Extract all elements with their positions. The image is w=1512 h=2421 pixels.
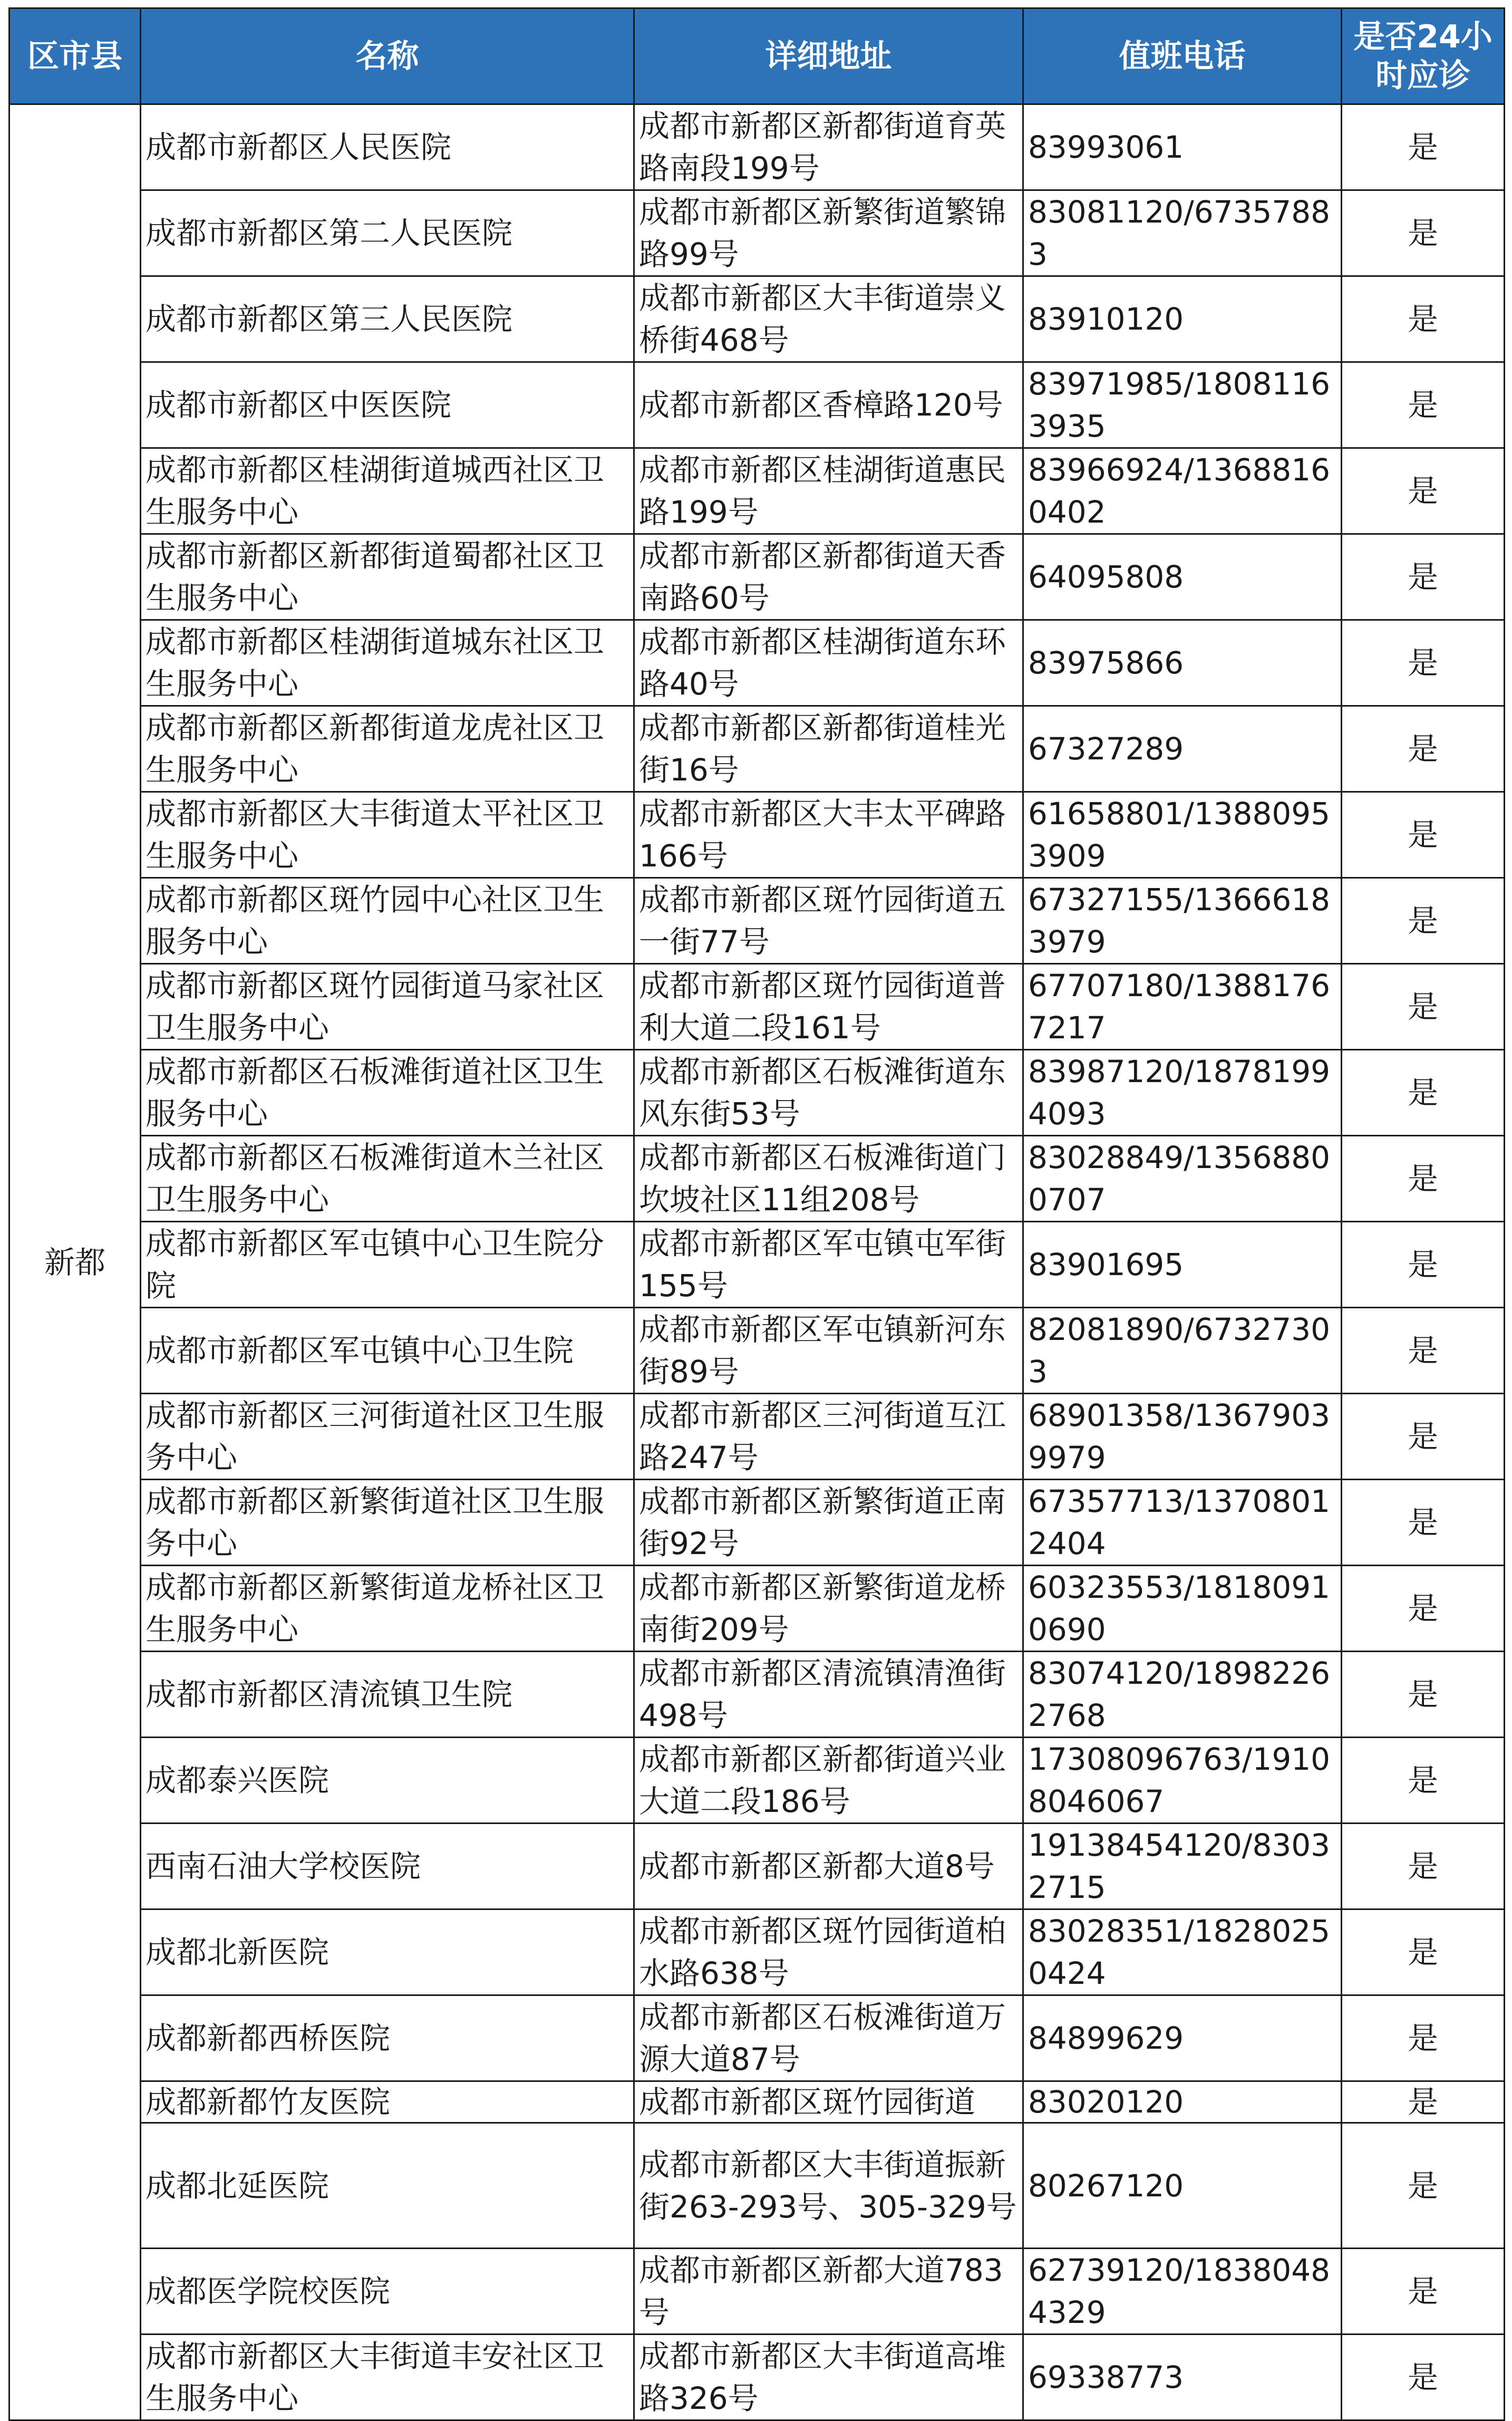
address-cell: 成都市新都区军屯镇屯军街155号 (634, 1222, 1023, 1308)
open-24h-cell: 是 (1342, 1652, 1505, 1738)
phone-cell: 17308096763/19108046067 (1023, 1738, 1342, 1824)
table-row (9, 1050, 1505, 1136)
header-phone: 值班电话 (1023, 8, 1342, 104)
address-cell: 成都市新都区军屯镇新河东街89号 (634, 1308, 1023, 1394)
open-24h-cell: 是 (1342, 2081, 1505, 2123)
table-row (9, 1308, 1505, 1394)
phone-cell: 83910120 (1023, 276, 1342, 362)
facility-name-cell: 成都市新都区新繁街道龙桥社区卫生服务中心 (141, 1566, 634, 1652)
phone-cell: 67357713/13708012404 (1023, 1480, 1342, 1566)
table-row (9, 792, 1505, 878)
table-row (9, 1738, 1505, 1824)
phone-cell: 83901695 (1023, 1222, 1342, 1308)
phone-cell: 67327289 (1023, 706, 1342, 792)
facility-name-cell: 成都市新都区石板滩街道社区卫生服务中心 (141, 1050, 634, 1136)
header-name: 名称 (141, 8, 634, 104)
table-row (9, 448, 1505, 534)
open-24h-cell: 是 (1342, 2335, 1505, 2420)
district-cell: 新都 (9, 104, 141, 2420)
open-24h-cell: 是 (1342, 190, 1505, 276)
open-24h-cell: 是 (1342, 1824, 1505, 1909)
table-row (9, 104, 1505, 190)
phone-cell: 83074120/18982262768 (1023, 1652, 1342, 1738)
phone-cell: 83971985/18081163935 (1023, 362, 1342, 448)
open-24h-cell: 是 (1342, 448, 1505, 534)
open-24h-cell: 是 (1342, 964, 1505, 1050)
phone-cell: 83081120/67357883 (1023, 190, 1342, 276)
phone-cell: 82081890/67327303 (1023, 1308, 1342, 1394)
open-24h-cell: 是 (1342, 1738, 1505, 1824)
phone-cell: 61658801/13880953909 (1023, 792, 1342, 878)
phone-cell: 83975866 (1023, 620, 1342, 706)
table-row (9, 2123, 1505, 2249)
phone-cell: 83020120 (1023, 2081, 1342, 2123)
open-24h-cell: 是 (1342, 1394, 1505, 1480)
phone-cell: 67327155/13666183979 (1023, 878, 1342, 964)
phone-cell: 64095808 (1023, 534, 1342, 620)
facility-name-cell: 成都市新都区军屯镇中心卫生院分院 (141, 1222, 634, 1308)
address-cell: 成都市新都区大丰街道崇义桥街468号 (634, 276, 1023, 362)
facility-name-cell: 成都市新都区石板滩街道木兰社区卫生服务中心 (141, 1136, 634, 1222)
facility-name-cell: 成都市新都区大丰街道丰安社区卫生服务中心 (141, 2335, 634, 2420)
open-24h-cell: 是 (1342, 362, 1505, 448)
table-row (9, 362, 1505, 448)
address-cell: 成都市新都区新都街道兴业大道二段186号 (634, 1738, 1023, 1824)
address-cell: 成都市新都区新都大道8号 (634, 1824, 1023, 1909)
table-row (9, 1480, 1505, 1566)
facility-name-cell: 成都新都竹友医院 (141, 2081, 634, 2123)
phone-cell: 68901358/13679039979 (1023, 1394, 1342, 1480)
facility-name-cell: 成都市新都区清流镇卫生院 (141, 1652, 634, 1738)
table-row (9, 2081, 1505, 2123)
table-row (9, 1652, 1505, 1738)
facility-name-cell: 成都市新都区第二人民医院 (141, 190, 634, 276)
table-row (9, 706, 1505, 792)
address-cell: 成都市新都区新都街道育英路南段199号 (634, 104, 1023, 190)
phone-cell: 83028849/13568800707 (1023, 1136, 1342, 1222)
facility-name-cell: 成都新都西桥医院 (141, 1995, 634, 2081)
address-cell: 成都市新都区香樟路120号 (634, 362, 1023, 448)
table-row (9, 534, 1505, 620)
open-24h-cell: 是 (1342, 1308, 1505, 1394)
table-body (9, 104, 1505, 2420)
facility-name-cell: 成都市新都区新都街道蜀都社区卫生服务中心 (141, 534, 634, 620)
open-24h-cell: 是 (1342, 1222, 1505, 1308)
address-cell: 成都市新都区新都街道桂光街16号 (634, 706, 1023, 792)
phone-cell: 19138454120/83032715 (1023, 1824, 1342, 1909)
phone-cell: 60323553/18180910690 (1023, 1566, 1342, 1652)
open-24h-cell: 是 (1342, 706, 1505, 792)
table-row (9, 878, 1505, 964)
phone-cell: 83993061 (1023, 104, 1342, 190)
facility-name-cell: 成都市新都区军屯镇中心卫生院 (141, 1308, 634, 1394)
open-24h-cell: 是 (1342, 792, 1505, 878)
address-cell: 成都市新都区桂湖街道惠民路199号 (634, 448, 1023, 534)
table-row (9, 2249, 1505, 2335)
address-cell: 成都市新都区斑竹园街道柏水路638号 (634, 1909, 1023, 1995)
phone-cell: 83966924/13688160402 (1023, 448, 1342, 534)
header-district: 区市县 (9, 8, 141, 104)
table-row (9, 964, 1505, 1050)
phone-cell: 83987120/18781994093 (1023, 1050, 1342, 1136)
open-24h-cell: 是 (1342, 276, 1505, 362)
address-cell: 成都市新都区石板滩街道东风东街53号 (634, 1050, 1023, 1136)
phone-cell: 67707180/13881767217 (1023, 964, 1342, 1050)
open-24h-cell: 是 (1342, 1566, 1505, 1652)
open-24h-cell: 是 (1342, 2249, 1505, 2335)
facility-name-cell: 成都市新都区桂湖街道城西社区卫生服务中心 (141, 448, 634, 534)
address-cell: 成都市新都区桂湖街道东环路40号 (634, 620, 1023, 706)
open-24h-cell: 是 (1342, 878, 1505, 964)
address-cell: 成都市新都区大丰街道振新街263-293号、305-329号 (634, 2123, 1023, 2249)
table-row (9, 1824, 1505, 1909)
facility-name-cell: 成都市新都区大丰街道太平社区卫生服务中心 (141, 792, 634, 878)
open-24h-cell: 是 (1342, 620, 1505, 706)
table-row (9, 276, 1505, 362)
address-cell: 成都市新都区斑竹园街道普利大道二段161号 (634, 964, 1023, 1050)
address-cell: 成都市新都区新繁街道龙桥南街209号 (634, 1566, 1023, 1652)
address-cell: 成都市新都区斑竹园街道五一街77号 (634, 878, 1023, 964)
facility-name-cell: 成都市新都区斑竹园街道马家社区卫生服务中心 (141, 964, 634, 1050)
open-24h-cell: 是 (1342, 1995, 1505, 2081)
facility-name-cell: 成都市新都区三河街道社区卫生服务中心 (141, 1394, 634, 1480)
address-cell: 成都市新都区斑竹园街道 (634, 2081, 1023, 2123)
table-row (9, 1394, 1505, 1480)
phone-cell: 84899629 (1023, 1995, 1342, 2081)
open-24h-cell: 是 (1342, 2123, 1505, 2249)
facility-name-cell: 成都市新都区斑竹园中心社区卫生服务中心 (141, 878, 634, 964)
facility-name-cell: 西南石油大学校医院 (141, 1824, 634, 1909)
open-24h-cell: 是 (1342, 1050, 1505, 1136)
facility-name-cell: 成都市新都区第三人民医院 (141, 276, 634, 362)
table-header (9, 8, 1505, 104)
table-row (9, 1222, 1505, 1308)
address-cell: 成都市新都区新都街道天香南路60号 (634, 534, 1023, 620)
open-24h-cell: 是 (1342, 1480, 1505, 1566)
header-row (9, 8, 1505, 104)
address-cell: 成都市新都区新繁街道繁锦路99号 (634, 190, 1023, 276)
facility-name-cell: 成都泰兴医院 (141, 1738, 634, 1824)
address-cell: 成都市新都区石板滩街道万源大道87号 (634, 1995, 1023, 2081)
facility-name-cell: 成都市新都区新繁街道社区卫生服务中心 (141, 1480, 634, 1566)
phone-cell: 83028351/18280250424 (1023, 1909, 1342, 1995)
phone-cell: 69338773 (1023, 2335, 1342, 2420)
facility-name-cell: 成都市新都区人民医院 (141, 104, 634, 190)
address-cell: 成都市新都区清流镇清渔街498号 (634, 1652, 1023, 1738)
table-row (9, 620, 1505, 706)
address-cell: 成都市新都区新繁街道正南街92号 (634, 1480, 1023, 1566)
address-cell: 成都市新都区新都大道783号 (634, 2249, 1023, 2335)
open-24h-cell: 是 (1342, 104, 1505, 190)
table-row (9, 1136, 1505, 1222)
facility-name-cell: 成都市新都区桂湖街道城东社区卫生服务中心 (141, 620, 634, 706)
header-24h: 是否24小时应诊 (1342, 8, 1505, 104)
clinic-table (8, 7, 1505, 2421)
facility-name-cell: 成都市新都区中医医院 (141, 362, 634, 448)
table-row (9, 1995, 1505, 2081)
table-row (9, 2335, 1505, 2420)
open-24h-cell: 是 (1342, 1136, 1505, 1222)
header-address: 详细地址 (634, 8, 1023, 104)
open-24h-cell: 是 (1342, 1909, 1505, 1995)
address-cell: 成都市新都区石板滩街道门坎坡社区11组208号 (634, 1136, 1023, 1222)
address-cell: 成都市新都区三河街道互江路247号 (634, 1394, 1023, 1480)
address-cell: 成都市新都区大丰街道高堆路326号 (634, 2335, 1023, 2420)
phone-cell: 80267120 (1023, 2123, 1342, 2249)
facility-name-cell: 成都市新都区新都街道龙虎社区卫生服务中心 (141, 706, 634, 792)
table-row (9, 1566, 1505, 1652)
facility-name-cell: 成都北延医院 (141, 2123, 634, 2249)
table-row (9, 190, 1505, 276)
address-cell: 成都市新都区大丰太平碑路166号 (634, 792, 1023, 878)
facility-name-cell: 成都北新医院 (141, 1909, 634, 1995)
phone-cell: 62739120/18380484329 (1023, 2249, 1342, 2335)
open-24h-cell: 是 (1342, 534, 1505, 620)
table-row (9, 1909, 1505, 1995)
facility-name-cell: 成都医学院校医院 (141, 2249, 634, 2335)
